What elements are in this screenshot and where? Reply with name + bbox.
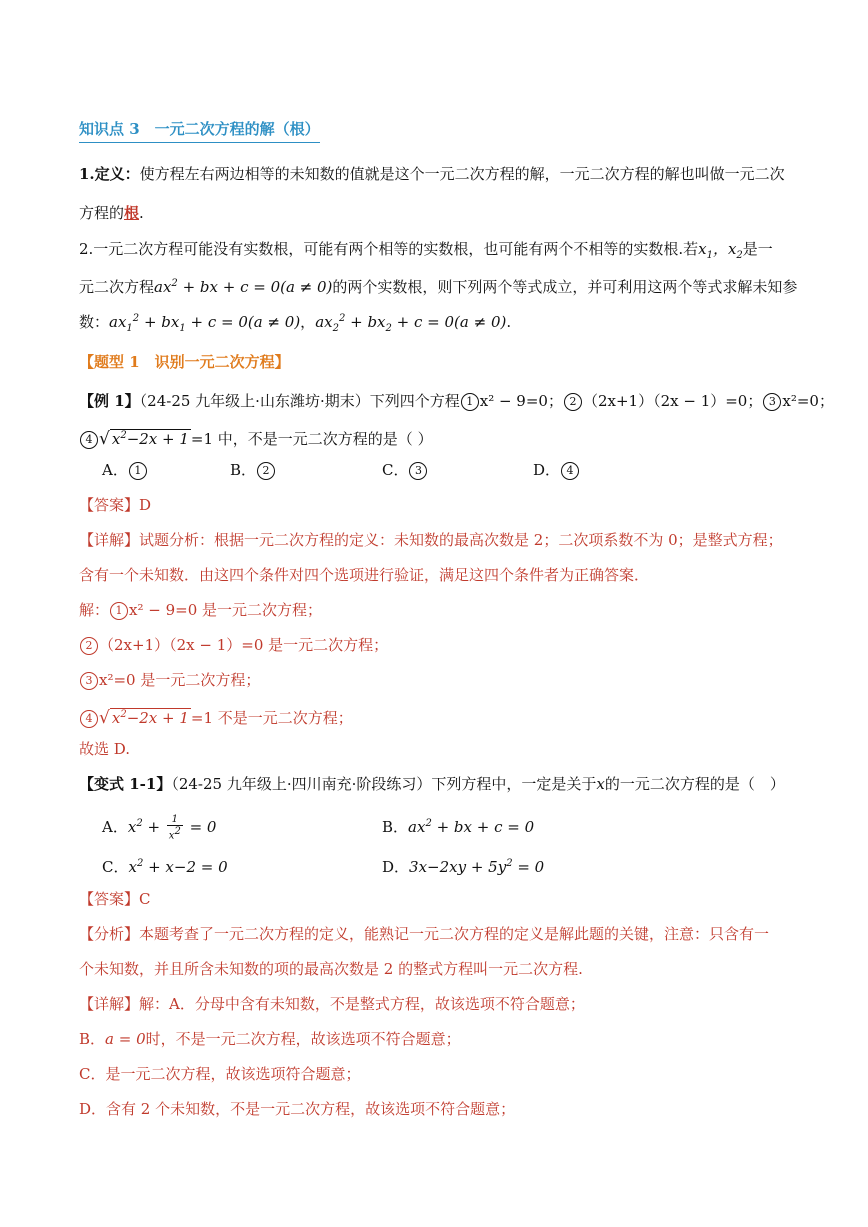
type-1-title-line (79, 350, 798, 374)
variant-1-line-1 (79, 772, 798, 796)
definition-1-line-2 (79, 201, 798, 225)
variant-analysis-1: 【分析】本题考查了一元二次方程的定义，能熟记一元二次方程的定义是解此题的关键，注意：只含有一 (79, 925, 770, 943)
variant-detail-1: 【详解】解：A．分母中含有未知数，不是整式方程，故该选项不符合题意； (79, 995, 585, 1013)
variant-option-c-math: $x^2 + x-2 = 0$ (128, 858, 228, 876)
definition-2-text-b: 是一 (742, 240, 773, 258)
equation-2: （2x+1）（2x − 1）=0； (582, 392, 763, 410)
variant-option-a-label: A． (102, 818, 128, 836)
example-1-source: （24-25 九年级上·山东潍坊·期末）下列四个方程 (139, 392, 460, 410)
option-b (230, 458, 276, 482)
variant-text: （24-25 九年级上·四川南充·阶段练习）下列方程中，一定是关于 (171, 775, 597, 793)
variant-option-b-label: B． (382, 818, 409, 836)
circled-4: 4 (80, 431, 98, 449)
solution-4: =1 不是一元二次方程； (190, 709, 353, 727)
definition-2-line-3 (79, 307, 798, 341)
option-d-label: D． (533, 461, 561, 479)
variant-option-d (382, 852, 544, 879)
option-b-label: B． (230, 461, 257, 479)
variant-text-b: 的一元二次方程的是（ ） (604, 775, 785, 793)
variant-detail-2-label: B． (79, 1030, 106, 1048)
option-c (382, 458, 428, 482)
option-d (533, 458, 580, 482)
definition-text-2: 方程的 (79, 204, 125, 222)
example-1-line-2 (79, 424, 798, 451)
option-a-circled: 1 (129, 462, 147, 480)
definition-2-text-e: 数： (79, 313, 110, 331)
example-1-detail-1: 【详解】试题分析：根据一元二次方程的定义：未知数的最高次数是 2；二次项系数不为 0；是整式方程； (79, 531, 783, 549)
example-1-line-1 (79, 389, 834, 413)
example-1-answer: 【答案】D (79, 496, 152, 514)
math-a-equals-0: a = 0 (105, 1030, 146, 1048)
circled-1-red: 1 (110, 602, 128, 620)
solution-2: （2x+1）（2x − 1）=0 是一元二次方程； (99, 636, 389, 654)
section-title-line (79, 117, 798, 143)
definition-2-line-1 (79, 237, 798, 268)
definition-text: 使方程左右两边相等的未知数的值就是这个一元二次方程的解，一元二次方程的解也叫做一元二次 (139, 165, 785, 183)
variant-option-c-label: C． (102, 858, 129, 876)
section-title: 知识点 3 一元二次方程的解（根） (79, 117, 320, 143)
circled-1: 1 (461, 393, 479, 411)
definition-2-text: 2.一元二次方程可能没有实数根，可能有两个相等的实数根，也可能有两个不相等的实数根.若 (79, 240, 699, 258)
sqrt-expression: √ $x^2-2x + 1$ (99, 429, 189, 449)
variant-answer: 【答案】C (79, 890, 151, 908)
definition-period: . (139, 204, 144, 222)
variant-option-a-math: $x^2$ + $\frac{1}{x^2}$ = 0 (127, 814, 217, 842)
variant-head: 【变式 1-1】 (79, 775, 172, 793)
definition-1-line-1 (79, 162, 798, 186)
variant-option-d-math: $3x-2xy + 5y^2 = 0$ (409, 858, 545, 876)
equation-1: x² − 9=0； (479, 392, 563, 410)
definition-2-text-c: 元二次方程 (79, 278, 155, 296)
example-1-solution-2 (79, 633, 798, 657)
math-identity-1: $ax_1^2 + bx_1 + c = 0(a \ne 0)$ (109, 313, 301, 334)
math-roots: $x_1$，$x_2$ (698, 240, 743, 261)
circled-2: 2 (564, 393, 582, 411)
option-c-label: C． (382, 461, 409, 479)
option-c-circled: 3 (409, 462, 427, 480)
option-a-label: A． (102, 461, 128, 479)
circled-3-red: 3 (80, 672, 98, 690)
variant-option-d-label: D． (382, 858, 410, 876)
solution-1: x² − 9=0 是一元二次方程； (129, 601, 323, 619)
definition-2-text-d: 的两个实数根，则下列两个等式成立，并可利用这两个等式求解未知参 (332, 278, 798, 296)
type-1-title: 【题型 1 识别一元二次方程】 (79, 353, 290, 371)
circled-4-red: 4 (80, 710, 98, 728)
variant-option-c (102, 852, 228, 879)
option-a (102, 458, 148, 482)
example-1-solution-1 (79, 598, 798, 622)
variant-option-a (102, 812, 216, 842)
variant-detail-4: D．含有 2 个未知数，不是一元二次方程，故该选项不符合题意； (79, 1100, 516, 1118)
option-d-circled: 4 (561, 462, 579, 480)
solution-3: x²=0 是一元二次方程； (99, 671, 261, 689)
solution-prefix: 解： (79, 601, 110, 619)
definition-label: 1.定义： (79, 165, 140, 183)
example-1-choose: 故选 D. (79, 740, 131, 758)
math-quadratic-general: $ax^2$ + bx + c = 0(a ≠ 0) (154, 278, 333, 296)
example-1-head: 【例 1】 (79, 392, 140, 410)
circled-3: 3 (763, 393, 781, 411)
period: . (506, 313, 512, 331)
variant-detail-2 (79, 1027, 798, 1051)
variant-option-b (382, 812, 534, 839)
example-1-solution-4 (79, 703, 798, 730)
variant-detail-2-text: 时，不是一元二次方程，故该选项不符合题意； (145, 1030, 461, 1048)
circled-2-red: 2 (80, 637, 98, 655)
example-1-solution-3 (79, 668, 798, 692)
example-1-detail-2: 含有一个未知数．由这四个条件对四个选项进行验证，满足这四个条件者为正确答案． (79, 566, 650, 584)
equation-3: x²=0； (782, 392, 834, 410)
math-identity-2: $ax_2^2 + bx_2 + c = 0(a \ne 0)$ (315, 313, 507, 334)
sqrt-expression-red: √ $x^2-2x + 1$ (99, 708, 189, 728)
option-b-circled: 2 (257, 462, 275, 480)
variant-detail-3: C．是一元二次方程，故该选项符合题意； (79, 1065, 361, 1083)
definition-2-line-2 (79, 272, 798, 299)
variant-option-b-math: $ax^2$ + bx + c = 0 (408, 818, 535, 836)
math-x: x (596, 775, 605, 793)
root-keyword: 根 (124, 204, 140, 222)
variant-analysis-2: 个未知数，并且所含未知数的项的最高次数是 2 的整式方程叫一元二次方程. (79, 960, 583, 978)
comma: ， (300, 313, 316, 331)
example-1-tail: =1 中，不是一元二次方程的是（ ） (190, 430, 433, 448)
